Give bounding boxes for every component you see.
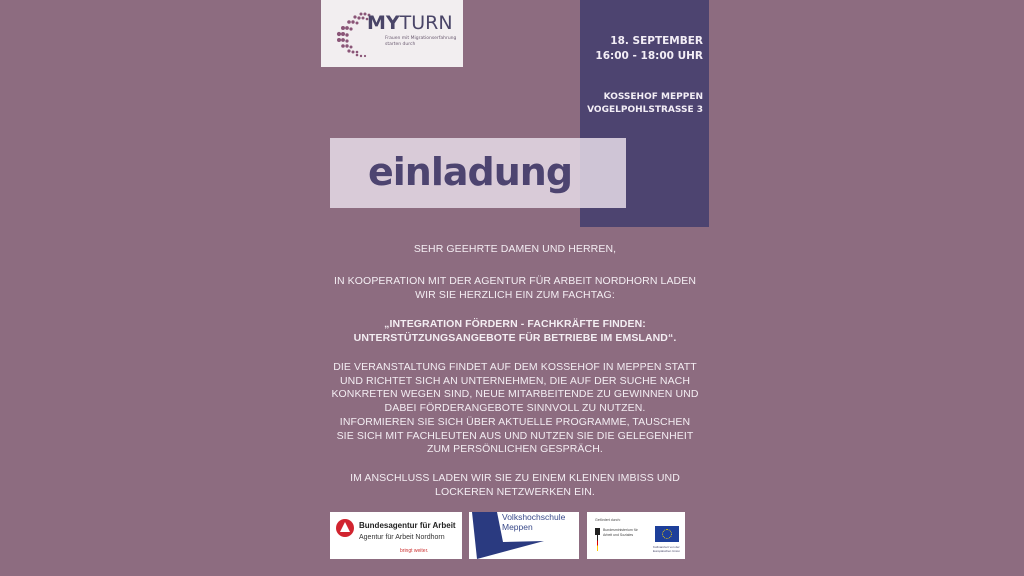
closing-line: LOCKEREN NETZWERKEN EIN. (435, 485, 595, 498)
german-flag-stripe-icon (597, 535, 598, 551)
intro-line: IN KOOPERATION MIT DER AGENTUR FÜR ARBEIT NORDHORN LADEN (333, 275, 697, 287)
description-line: DABEI FÖRDERANGEBOTE SINNVOLL ZU NUTZEN. (384, 402, 646, 415)
event-date: 18. SEPTEMBER (610, 35, 703, 47)
description-line: SIE SICH MIT FACHLEUTEN AUS UND NUTZEN SIE DIE GELEGENHEIT (336, 429, 694, 442)
brand-name: MYTURN (367, 12, 453, 34)
sponsor-slogan: bringt weiter. (400, 548, 429, 554)
eu-flag-icon (655, 526, 679, 542)
myturn-logo (321, 0, 463, 67)
event-title (320, 318, 710, 345)
venue-address: VOGELPOHLSTRASSE 3 (587, 105, 703, 115)
event-datetime (595, 34, 703, 64)
brand-tagline: Frauen mit Migrationserfahrung starten durch (385, 36, 457, 47)
event-title-line: „INTEGRATION FÖRDERN - FACHKRÄFTE FINDEN: (384, 318, 646, 330)
ministry-name: Bundesministerium für Arbeit und Soziales (603, 528, 638, 537)
sponsor-name (502, 512, 565, 532)
intro-paragraph (320, 275, 710, 302)
event-title-line: UNTERSTÜTZUNGSANGEBOTE FÜR BETRIEBE IM EMSLAND“. (353, 331, 677, 344)
description-line: UND RICHTET SICH AN UNTERNEHMEN, DIE AUF DER SUCHE NACH (339, 374, 691, 387)
intro-line: WIR SIE HERZLICH EIN ZUM FACHTAG: (415, 288, 615, 301)
page-title: einladung (368, 150, 573, 194)
description-line: DIE VERANSTALTUNG FINDET AUF DEM KOSSEHOF IN MEPPEN STATT (333, 361, 697, 373)
vhs-name-line: Volkshochschule (502, 512, 566, 522)
venue-name: KOSSEHOF MEPPEN (603, 92, 703, 102)
sponsor-subname: Agentur für Arbeit Nordhorn (359, 534, 445, 541)
sponsor-volkshochschule (469, 512, 579, 559)
sponsor-bmas-eu (587, 512, 685, 559)
description-paragraph (320, 361, 710, 457)
event-venue (587, 91, 703, 117)
greeting: SEHR GEEHRTE DAMEN UND HERREN, (413, 243, 617, 255)
description-line: KONKRETEN WEGEN SIND, NEUE MITARBEITENDE ZU GEWINNEN UND (331, 388, 699, 401)
event-time: 16:00 - 18:00 UHR (595, 50, 703, 62)
federal-eagle-icon (595, 528, 600, 535)
eu-cofunding-text: Kofinanziert von der Europäischen Union (653, 545, 681, 553)
bundesagentur-logo-icon (336, 519, 354, 537)
description-line: ZUM PERSÖNLICHEN GESPRÄCH. (427, 443, 603, 456)
closing-line: IM ANSCHLUSS LADEN WIR SIE ZU EINEM KLEINEN IMBISS UND (350, 472, 680, 484)
sponsor-bundesagentur (330, 512, 462, 559)
closing-paragraph (320, 472, 710, 499)
funding-label: Gefördert durch: (595, 518, 621, 522)
title-banner (330, 138, 626, 208)
description-line: INFORMIEREN SIE SICH ÜBER AKTUELLE PROGRAMME, TAUSCHEN (339, 415, 691, 428)
sponsor-name: Bundesagentur für Arbeit (359, 521, 456, 530)
vhs-name-line: Meppen (502, 522, 533, 532)
